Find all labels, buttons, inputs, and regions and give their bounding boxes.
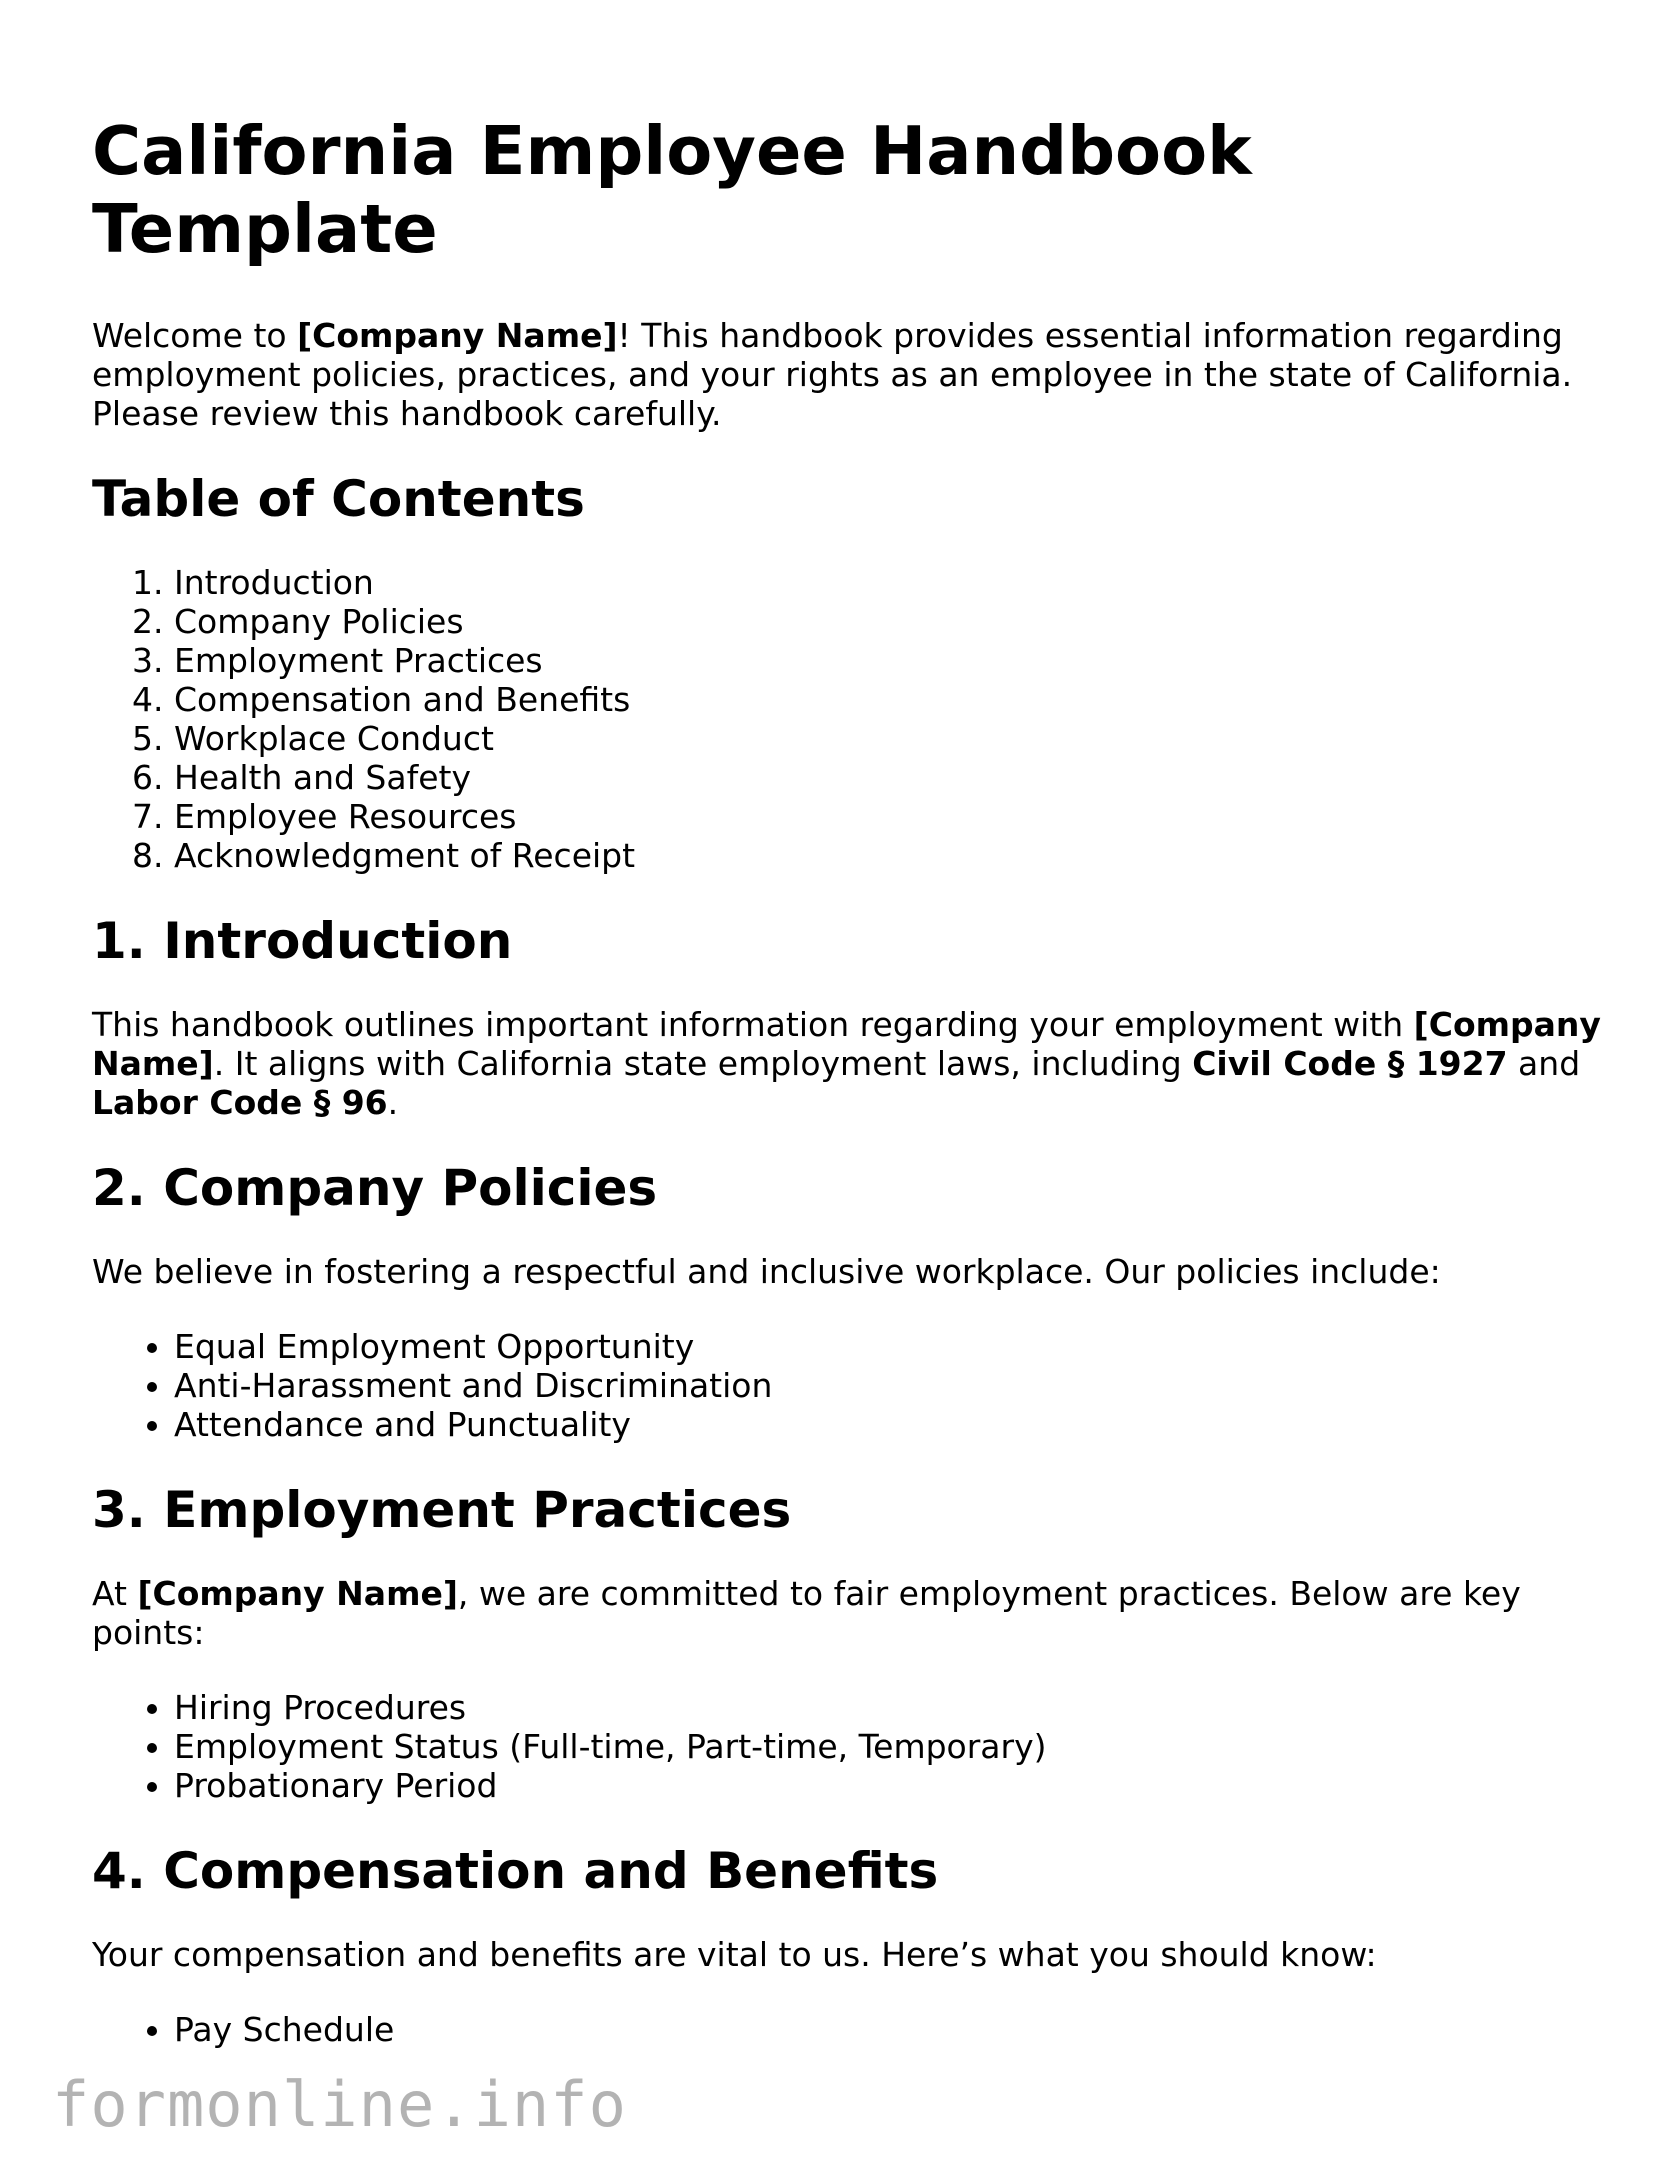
employment-practices-list: [92, 1688, 1612, 1805]
list-item: • Attendance and Punctuality: [174, 1405, 1612, 1444]
toc-item: 3. Employment Practices: [174, 641, 1612, 680]
compensation-list: [92, 2010, 1612, 2049]
employment-practices-text-post: , we are committed to fair employment practices. Below are key points:: [92, 1574, 1521, 1652]
list-item: • Equal Employment Opportunity: [174, 1327, 1612, 1366]
list-item: • Hiring Procedures: [174, 1688, 1612, 1727]
compensation-heading: 4. Compensation and Benefits: [92, 1842, 939, 1900]
company-name-placeholder: [Company Name]: [137, 1574, 458, 1613]
introduction-paragraph: [92, 1005, 1612, 1122]
company-policies-paragraph: We believe in fostering a respectful and inclusive workplace. Our policies include:: [92, 1252, 1441, 1291]
employment-practices-paragraph: [92, 1574, 1612, 1652]
welcome-text-post: ! This handbook provides essential information regarding employment policies, practices, and your rights as an employee in the state of California. Please review this handbook carefully.: [92, 316, 1573, 433]
toc-item: 6. Health and Safety: [174, 758, 1612, 797]
toc-list: [92, 563, 1612, 875]
compensation-paragraph: Your compensation and benefits are vital to us. Here’s what you should know:: [92, 1935, 1377, 1974]
employment-practices-text-pre: At: [92, 1574, 138, 1613]
labor-code-reference: Labor Code § 96: [92, 1083, 388, 1122]
toc-item: 5. Workplace Conduct: [174, 719, 1612, 758]
introduction-text-mid: . It aligns with California state employment laws, including: [213, 1044, 1193, 1083]
company-policies-list: [92, 1327, 1612, 1444]
toc-item: 8. Acknowledgment of Receipt: [174, 836, 1612, 875]
list-item: • Pay Schedule: [174, 2010, 1612, 2049]
list-item: • Employment Status (Full-time, Part-time, Temporary): [174, 1727, 1612, 1766]
toc-item: 2. Company Policies: [174, 602, 1612, 641]
welcome-paragraph: [92, 316, 1612, 433]
toc-item: 1. Introduction: [174, 563, 1612, 602]
employment-practices-heading: 3. Employment Practices: [92, 1481, 792, 1539]
toc-item: 7. Employee Resources: [174, 797, 1612, 836]
welcome-text-pre: Welcome to: [92, 316, 298, 355]
page-title: California Employee Handbook Template: [92, 112, 1252, 268]
list-item: • Probationary Period: [174, 1766, 1612, 1805]
company-policies-heading: 2. Company Policies: [92, 1159, 658, 1217]
watermark: formonline.info: [52, 2068, 627, 2141]
introduction-text-pre: This handbook outlines important information regarding your employment with: [92, 1005, 1414, 1044]
introduction-text-and: and: [1507, 1044, 1581, 1083]
civil-code-reference: Civil Code § 1927: [1192, 1044, 1508, 1083]
introduction-heading: 1. Introduction: [92, 912, 513, 970]
toc-heading: Table of Contents: [92, 470, 585, 528]
toc-item: 4. Compensation and Benefits: [174, 680, 1612, 719]
company-name-placeholder: [Company Name]: [297, 316, 618, 355]
list-item: • Anti-Harassment and Discrimination: [174, 1366, 1612, 1405]
company-name-placeholder: [Company Name]: [92, 1005, 1601, 1083]
document-page: [92, 112, 1612, 2085]
introduction-text-end: .: [387, 1083, 399, 1122]
